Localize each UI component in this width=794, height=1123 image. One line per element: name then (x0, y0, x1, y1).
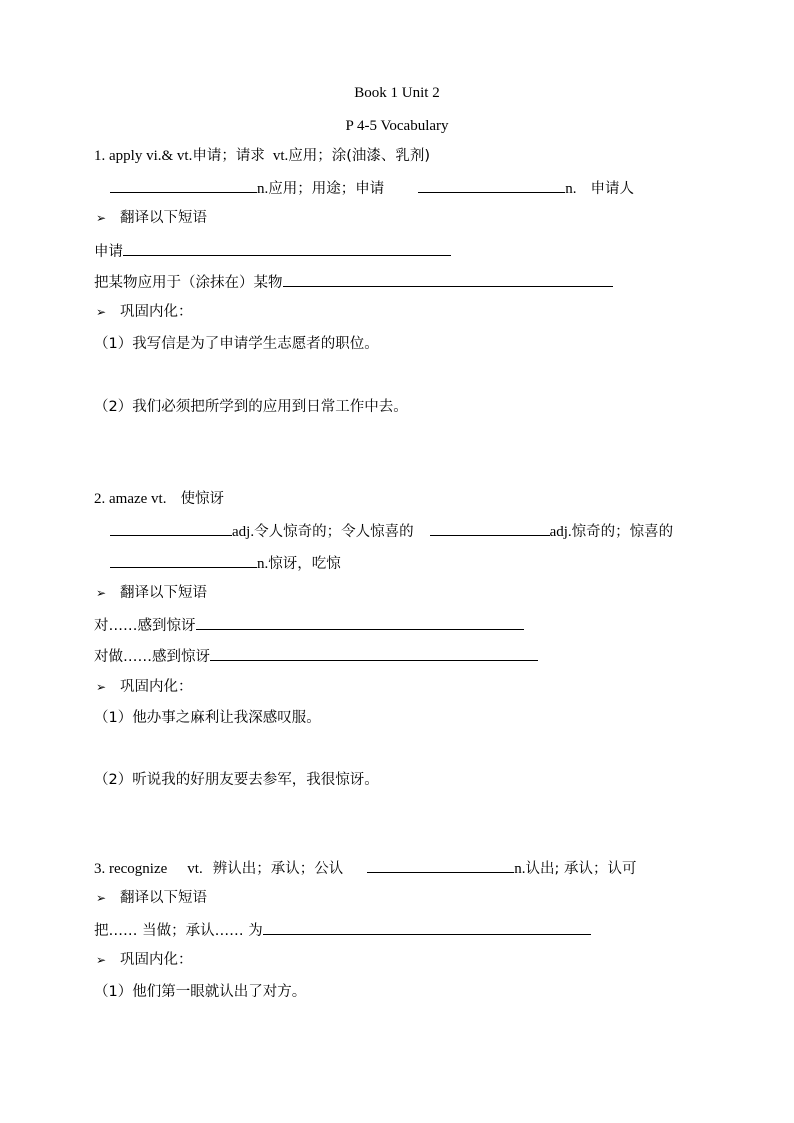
practice-sentence: （1）他们第一眼就认出了对方。 (94, 984, 307, 1000)
arrow-bullet-icon: ➢ (96, 305, 107, 319)
phrase-label: 对……感到惊讶 (94, 618, 196, 634)
word-entry-recognize (94, 857, 636, 879)
phrase-label: 把某物应用于（涂抹在）某物 (94, 275, 283, 291)
page-title: Book 1 Unit 2 (354, 85, 440, 101)
derivative-pos: n. (257, 181, 269, 197)
derivative-pos: adj. (549, 524, 572, 540)
derivative-meaning: 惊讶，吃惊 (268, 556, 341, 572)
answer-blank[interactable] (263, 919, 591, 935)
derivative-row (110, 520, 673, 542)
entry-pos: vt. (187, 861, 203, 877)
answer-blank[interactable] (418, 177, 565, 193)
entry-meaning: 申请；请求 (192, 148, 265, 164)
arrow-bullet-icon: ➢ (96, 211, 107, 225)
derivative-meaning: 申请人 (590, 181, 634, 197)
arrow-bullet-icon: ➢ (96, 680, 107, 694)
phrase-row (94, 271, 613, 293)
derivative-pos: n. (257, 556, 269, 572)
derivative-meaning: 应用；用途；申请 (268, 181, 385, 197)
derivative-meaning: 令人惊奇的；令人惊喜的 (254, 524, 414, 540)
entry-head: 2. amaze vt. (94, 491, 167, 507)
derivative-row (110, 552, 341, 574)
consolidate-header: ➢ 巩固内化： (96, 679, 193, 695)
practice-sentence: （1）我写信是为了申请学生志愿者的职位。 (94, 336, 379, 352)
phrase-row (94, 240, 451, 262)
translate-header: ➢ 翻译以下短语 (96, 585, 207, 601)
derivative-pos: adj. (232, 524, 255, 540)
page-subtitle: P 4-5 Vocabulary (345, 118, 449, 134)
entry-meaning: 使惊讶 (180, 491, 224, 507)
phrase-row (94, 645, 538, 667)
translate-header: ➢ 翻译以下短语 (96, 890, 207, 906)
answer-blank[interactable] (110, 177, 257, 193)
translate-header: ➢ 翻译以下短语 (96, 210, 207, 226)
answer-blank[interactable] (110, 520, 232, 536)
answer-blank[interactable] (283, 271, 613, 287)
answer-blank[interactable] (110, 552, 257, 568)
word-entry-amaze (94, 489, 224, 509)
entry-pos: vt. (272, 148, 289, 164)
arrow-bullet-icon: ➢ (96, 891, 107, 905)
consolidate-header: ➢ 巩固内化： (96, 952, 193, 968)
derivative-meaning: 认出; 承认；认可 (525, 861, 637, 877)
phrase-row (94, 614, 524, 636)
phrase-label: 申请 (94, 244, 123, 260)
derivative-row (110, 177, 634, 199)
derivative-meaning: 惊奇的；惊喜的 (571, 524, 674, 540)
entry-head: 3. recognize (94, 861, 168, 877)
arrow-bullet-icon: ➢ (96, 953, 107, 967)
consolidate-header: ➢ 巩固内化： (96, 304, 193, 320)
derivative-pos: n. (565, 181, 577, 197)
arrow-bullet-icon: ➢ (96, 586, 107, 600)
phrase-label: 把…… 当做；承认…… 为 (94, 923, 263, 939)
answer-blank[interactable] (367, 857, 514, 873)
derivative-pos: n. (514, 861, 526, 877)
practice-sentence: （2）我们必须把所学到的应用到日常工作中去。 (94, 399, 408, 415)
entry-meaning: 辨认出；承认；公认 (212, 861, 344, 877)
entry-head: 1. apply vi.& vt. (94, 148, 193, 164)
practice-sentence: （2）听说我的好朋友要去参军，我很惊讶。 (94, 772, 379, 788)
word-entry-apply (94, 146, 430, 166)
entry-meaning-2: 应用；涂(油漆、乳剂) (288, 148, 431, 164)
answer-blank[interactable] (196, 614, 524, 630)
answer-blank[interactable] (430, 520, 550, 536)
phrase-row (94, 919, 591, 941)
answer-blank[interactable] (123, 240, 451, 256)
practice-sentence: （1）他办事之麻利让我深感叹服。 (94, 710, 321, 726)
phrase-label: 对做……感到惊讶 (94, 649, 210, 665)
answer-blank[interactable] (210, 645, 538, 661)
